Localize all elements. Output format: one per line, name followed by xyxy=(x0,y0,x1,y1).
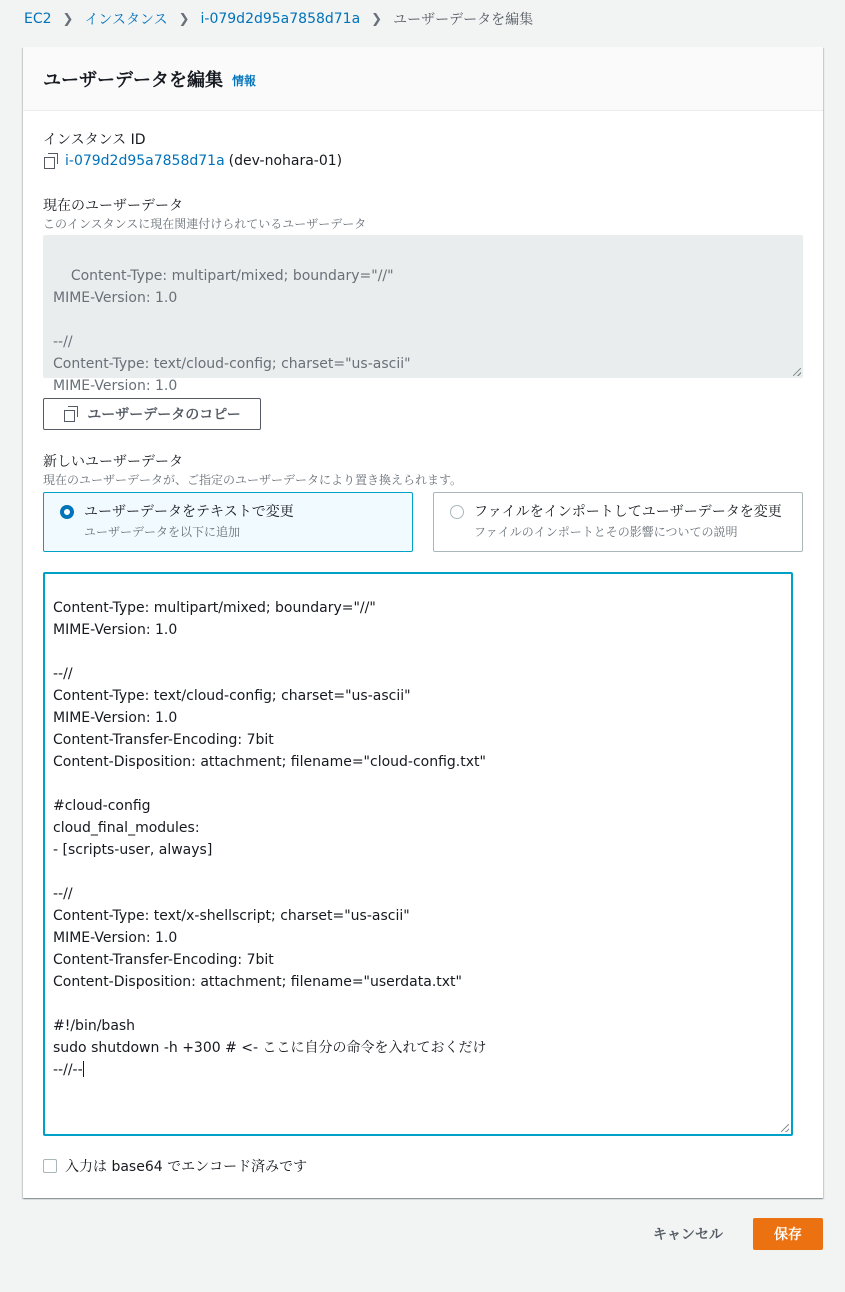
breadcrumb-link-instances[interactable]: インスタンス xyxy=(84,12,168,28)
radio-unselected[interactable] xyxy=(450,505,464,519)
editor-content: Content-Type: multipart/mixed; boundary="//" MIME-Version: 1.0 --// Content-Type: text/cloud-config; charset="us-ascii" MIME-Version: 1.0 Content-Transfer-Encoding: 7bit Content-Disposition: attachment; filename="cloud-config.txt" #cloud-config cloud_final_modules: - [scripts-user, always] --// Content-Type: text/x-shellscript; charset="us-ascii" MIME-Version: 1.0 Content-Transfer-Encoding: 7bit Content-Disposition: attachment; filename="userdata.txt" #!/bin/bash sudo shutdown -h +300 # <- ここに自分の命令を入れておくだけ --//-- xyxy=(53,600,487,1078)
resize-handle-icon xyxy=(793,368,801,376)
option-description: ユーザーデータを以下に追加 xyxy=(84,525,241,539)
base64-checkbox-label: 入力は base64 でエンコード済みです xyxy=(65,1159,308,1175)
chevron-right-icon: ❯ xyxy=(371,11,383,27)
instance-id-label: インスタンス ID xyxy=(43,132,146,148)
breadcrumb xyxy=(24,9,533,29)
edit-userdata-panel xyxy=(23,47,823,1198)
instance-id-link[interactable]: i-079d2d95a7858d71a xyxy=(65,153,225,169)
cancel-button[interactable]: キャンセル xyxy=(640,1218,736,1250)
chevron-right-icon: ❯ xyxy=(178,11,190,27)
new-userdata-label: 新しいユーザーデータ xyxy=(43,454,183,470)
option-edit-as-text[interactable] xyxy=(43,492,413,552)
base64-checkbox[interactable] xyxy=(43,1159,57,1173)
text-caret xyxy=(83,1061,84,1077)
base64-checkbox-row[interactable] xyxy=(43,1156,307,1176)
current-userdata-textarea xyxy=(43,235,803,394)
copy-icon xyxy=(63,406,79,422)
panel-header xyxy=(23,47,823,111)
option-description: ファイルのインポートとその影響についての説明 xyxy=(474,525,738,539)
save-button[interactable]: 保存 xyxy=(753,1218,823,1250)
instance-name: (dev-nohara-01) xyxy=(228,153,343,169)
chevron-right-icon: ❯ xyxy=(62,11,74,27)
page-title: ユーザーデータを編集 xyxy=(43,69,223,91)
option-import-file[interactable] xyxy=(433,492,803,552)
current-userdata-label: 現在のユーザーデータ xyxy=(43,198,183,214)
radio-selected[interactable] xyxy=(60,505,74,519)
resize-handle-icon[interactable] xyxy=(781,1124,789,1132)
copy-userdata-button[interactable] xyxy=(43,398,261,430)
info-link[interactable]: 情報 xyxy=(232,74,257,88)
new-userdata-textarea[interactable] xyxy=(43,572,793,1136)
option-title: ファイルをインポートしてユーザーデータを変更 xyxy=(474,504,782,520)
option-title: ユーザーデータをテキストで変更 xyxy=(84,504,294,520)
current-userdata-content: Content-Type: multipart/mixed; boundary="//" MIME-Version: 1.0 --// Content-Type: text/cloud-config; charset="us-ascii" MIME-Version: 1.0 xyxy=(53,268,411,394)
copy-icon[interactable] xyxy=(43,153,59,169)
current-userdata-description: このインスタンスに現在関連付けられているユーザーデータ xyxy=(43,217,367,231)
breadcrumb-link-instance-id[interactable]: i-079d2d95a7858d71a xyxy=(200,11,361,27)
new-userdata-description: 現在のユーザーデータが、ご指定のユーザーデータにより置き換えられます。 xyxy=(43,473,463,487)
copy-userdata-button-label: ユーザーデータのコピー xyxy=(87,407,241,423)
breadcrumb-link-ec2[interactable]: EC2 xyxy=(24,11,52,27)
instance-id-row xyxy=(43,153,342,169)
breadcrumb-current: ユーザーデータを編集 xyxy=(393,12,534,28)
